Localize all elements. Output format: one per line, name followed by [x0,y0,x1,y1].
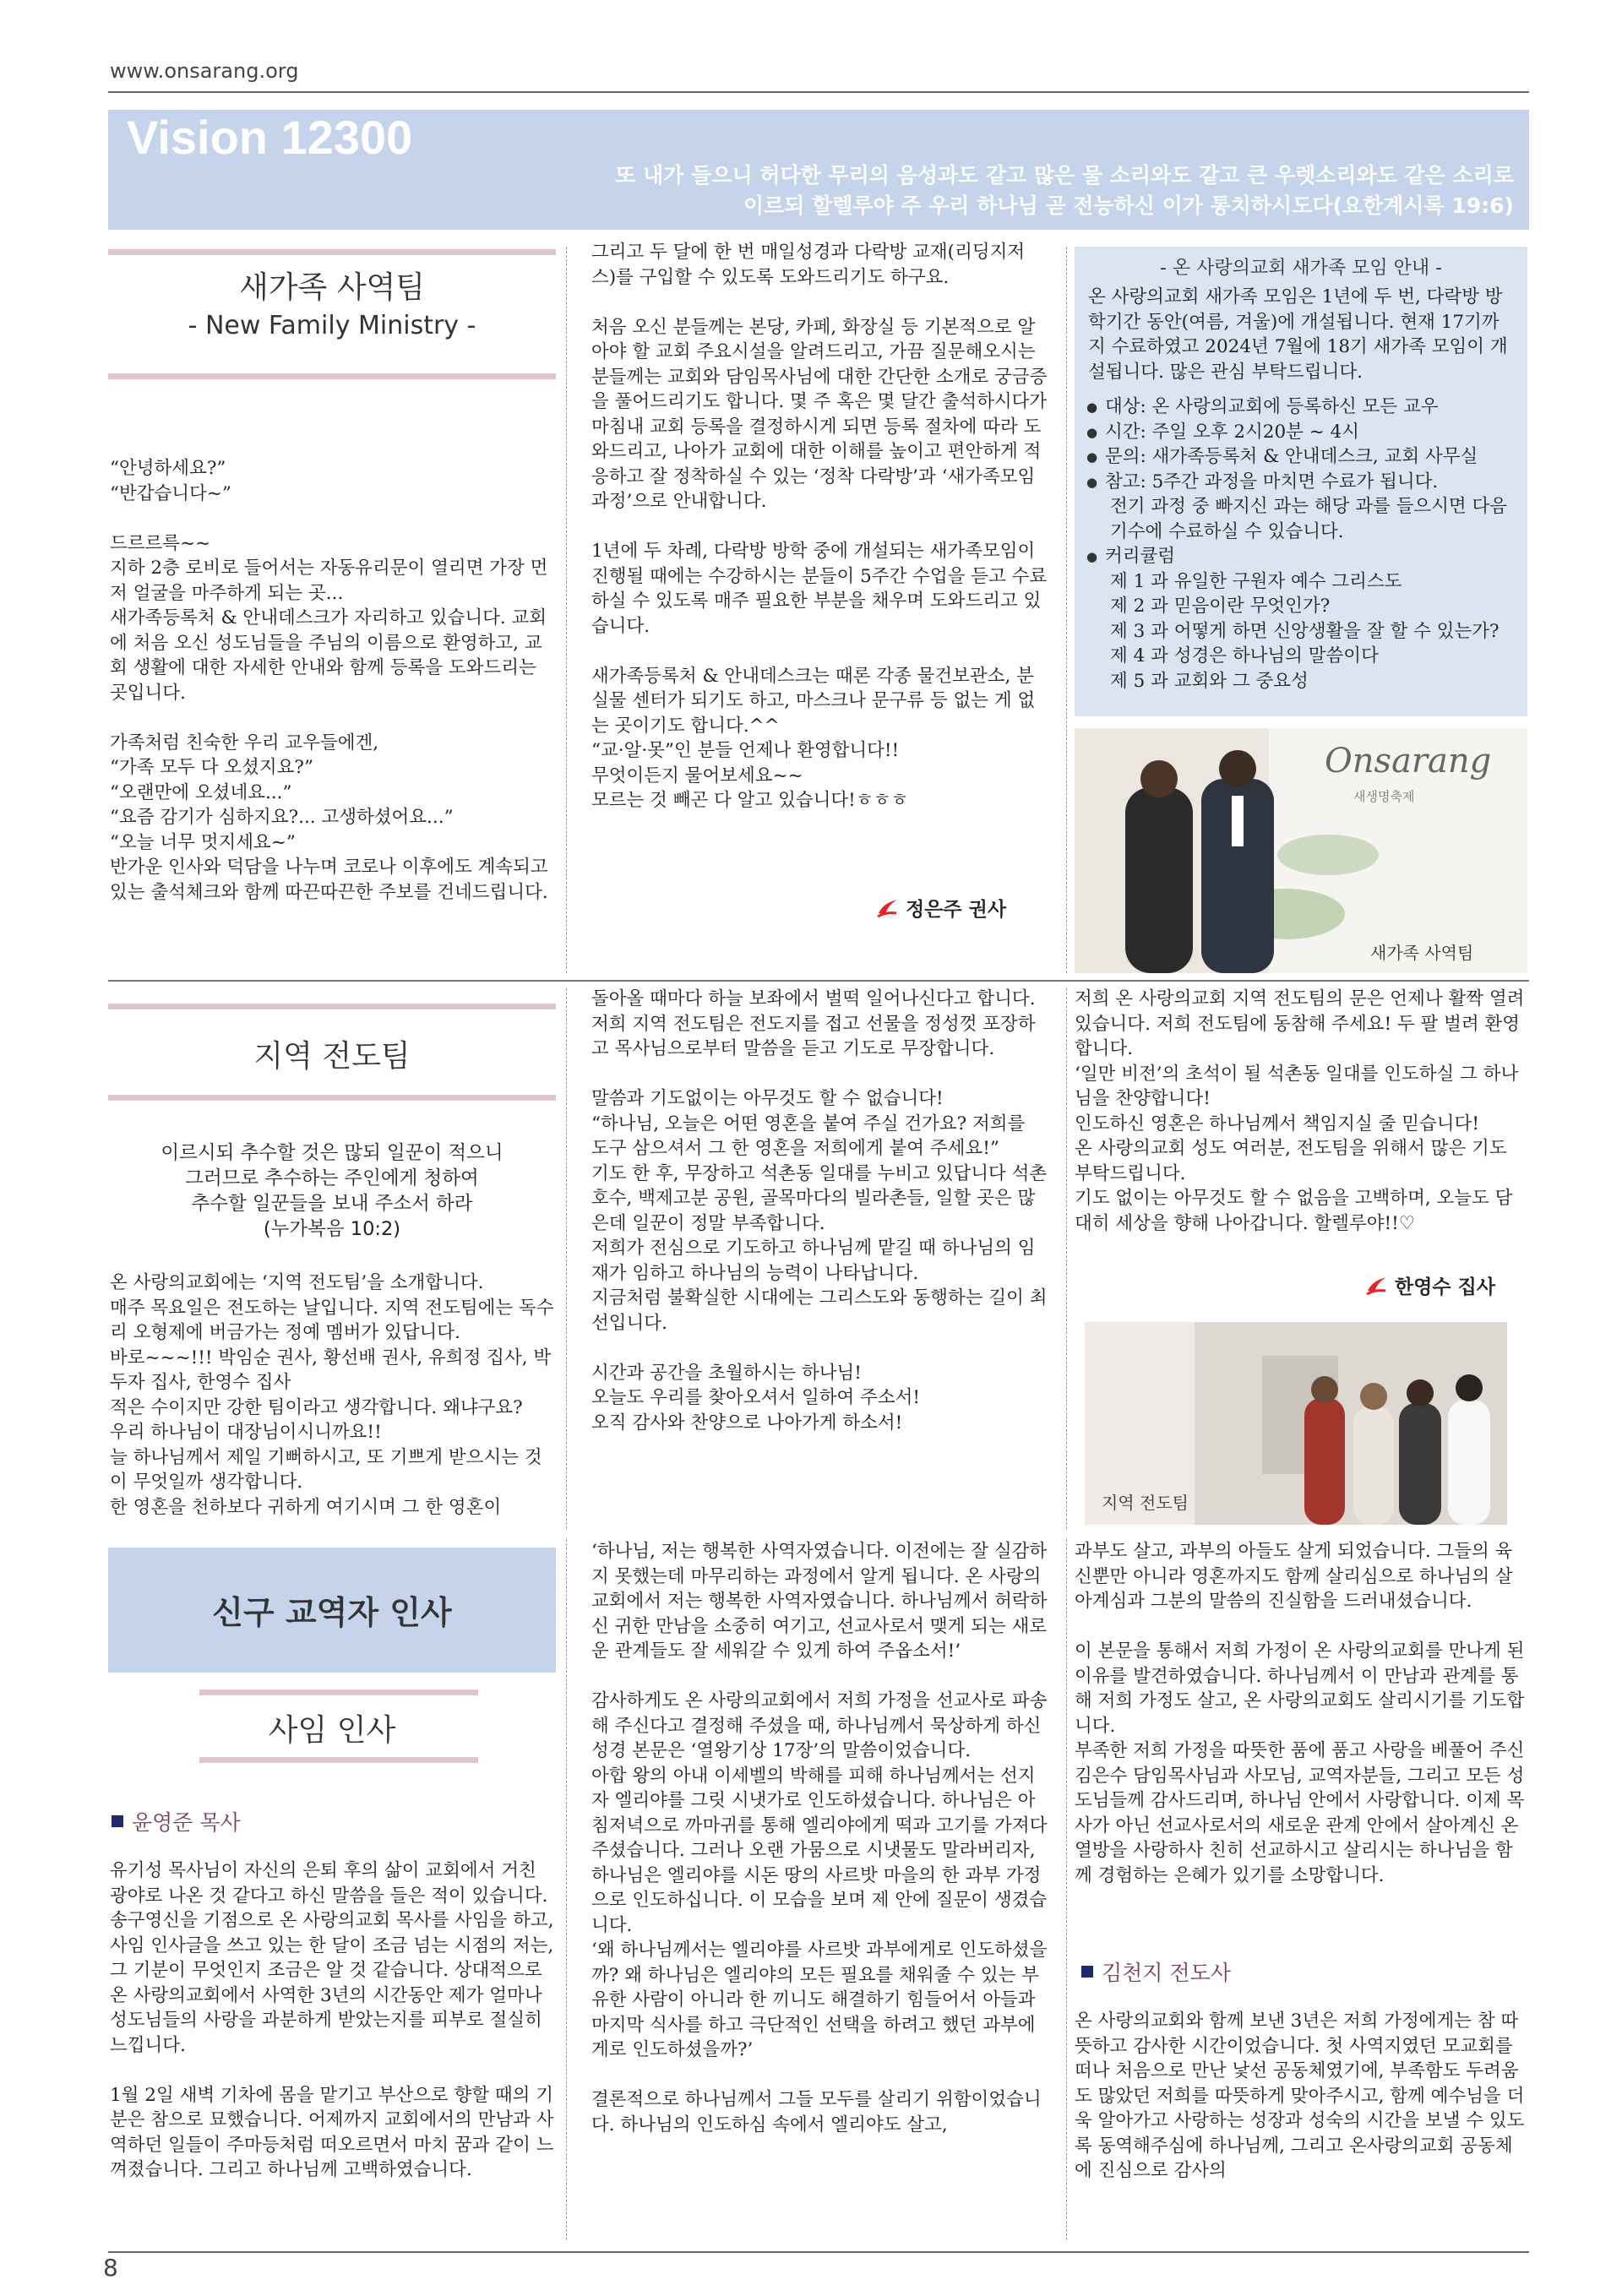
curriculum-item: 제 1 과 유일한 구원자 예수 그리스도 [1110,570,1402,592]
curriculum-item: 제 2 과 믿음이란 무엇인가? [1110,596,1331,617]
pastor-name-1 [112,1806,241,1836]
pastor-col3: 과부도 살고, 과부의 아들도 살게 되었습니다. 그들의 육신뿐만 아니라 영혼까지도 함께 살리심으로 하나님의 살아계심과 그분의 말씀의 진실함을 드러내셨습니다. 이 본문을 통해서 저희 가정이 온 사랑의교회를 만나게 된 이유를 발견하였습니다. 하나님께서 이 만남과 관계를 통해 저희 가정도 살고, 온 사랑의교회도 살리시기를 기도합니다. 부족한 저희 가정을 따뜻한 품에 품고 사랑을 베풀어 주신 김은수 담임목사님과 사모님, 교역자분들, 그리고 모든 성도님들께 감사드리며, 하나님 안에서 사랑합니다. 이제 목사가 아닌 선교사로서의 새로운 관계 안에서 살아계신 온 열방을 사랑하사 친히 선교하시고 살리시는 하나님을 함께 경험하는 은혜가 있기를 소망합니다. [1075,1541,1525,1886]
pastor-col3b: 온 사랑의교회와 함께 보낸 3년은 저희 가정에게는 참 따뜻하고 감사한 시간이었습니다. 첫 사역지였던 모교회를 떠나 처음으로 만난 낯선 공동체였기에, 부족함도 두려움도 많았던 저희를 따뜻하게 맞아주시고, 함께 예수님을 더욱 알아가고 사랑하는 성장과 성숙의 시간을 보낼 수 있도록 동역해주심에 하나님께, 그리고 온사랑의교회 공동체에 진심으로 감사의 [1075,2010,1525,2181]
section-title-bar [199,1689,478,1695]
banner-verse [449,161,1529,221]
bullet-square-icon [112,1815,123,1827]
section-title-bar [108,249,556,255]
info-item: ● 참고: 5주간 과정을 마치면 수료가 됩니다. [1085,470,1519,495]
newfamily-title: 새가족 사역팀 [238,270,426,305]
bullet-square-icon [1081,1966,1093,1978]
info-list [1075,384,1527,694]
author-name: 정은주 권사 [906,899,1007,921]
curriculum-item: 제 4 과 성경은 하나님의 말씀이다 [1110,645,1379,666]
pastor-box-title: 신구 교역자 인사 [212,1594,452,1631]
pastor-col2: ‘하나님, 저는 행복한 사역자였습니다. 이전에는 잘 실감하지 못했는데 마무리하는 과정에서 알게 됩니다. 온 사랑의교회에서 저는 행복한 사역자였습니다. 하나님께서 허락하신 귀한 만남을 소중히 여기고, 선교사로서 맺게 되는 새로운 관계들도 잘 세워갈 수 있게 하여 주옵소서!’ 감사하게도 온 사랑의교회에서 저희 가정을 선교사로 파송해 주신다고 결정해 주셨을 때, 하나님께서 묵상하게 하신 성경 본문은 ‘열왕기상 17장’의 말씀이었습니다. 아합 왕의 아내 이세벨의 박해를 피해 하나님께서는 선지자 엘리야를 그릿 시냇가로 인도하셨습니다. 하나님은 아침저녁으로 까마귀를 통해 엘리야에게 떡과 고기를 가져다주셨습니다. 그러나 오랜 가뭄으로 시냇물도 말라버리자, 하나님은 엘리야를 시돈 땅의 사르밧 마을의 한 과부 가정으로 인도하십니다. 이 모습을 보며 제 안에 질문이 생겼습니다. ‘왜 하나님께서는 엘리야를 사르밧 과부에게로 인도하셨을까? 왜 하나님은 엘리야의 모든 필요를 채워줄 수 있는 부유한 사람이 아니라 한 끼니도 해결하기 힘들어서 아들과 마지막 식사를 하고 극단적인 선택을 하려고 했던 과부에게로 인도하셨을까?’ 결론적으로 하나님께서 그들 모두를 살리기 위함이었습니다. 하나님의 인도하심 속에서 엘리야도 살고, [591,1541,1048,2135]
column-divider [566,247,567,973]
vision-banner [108,110,1529,230]
local-col2: 돌아올 때마다 하늘 보좌에서 벌떡 일어나신다고 합니다. 저희 지역 전도팀은 전도지를 접고 선물을 정성껏 포장하고 목사님으로부터 말씀을 듣고 기도로 무장합니다. 말씀과 기도없이는 아무것도 할 수 없습니다! “하나님, 오늘은 어떤 영혼을 붙여 주실 건가요? 저희를 도구 삼으셔서 그 한 영혼을 저희에게 붙여 주세요!” 기도 한 후, 무장하고 석촌동 일대를 누비고 있답니다 석촌호수, 백제고분 공원, 골목마다의 빌라촌들, 일할 곳은 많은데 일꾼이 정말 부족합니다. 저희가 전심으로 기도하고 하나님께 맡길 때 하나님의 임재가 임하고 하나님의 능력이 나타납니다. 지금처럼 불확실한 시대에는 그리스도와 동행하는 길이 최선입니다. 시간과 공간을 초월하시는 하나님! 오늘도 우리를 찾아오셔서 일하여 주소서! 오직 감사와 찬양으로 나아가게 하소서! [591,988,1048,1434]
author-name: 한영수 집사 [1395,1276,1496,1298]
site-url: www.onsarang.org [110,59,299,83]
pastor-name-label: 윤영준 목사 [132,1810,241,1835]
page-number: 8 [103,2254,118,2282]
info-item: ● 문의: 새가족등록처 & 안내데스크, 교회 사무실 [1085,444,1519,470]
newfamily-info-box [1075,247,1527,716]
info-item: ● 시간: 주일 오후 2시20분 ~ 4시 [1085,420,1519,445]
photo-caption: 새가족 사역팀 [1370,943,1474,963]
local-col3: 저희 온 사랑의교회 지역 전도팀의 문은 언제나 활짝 열려 있습니다. 저희 전도팀에 동참해 주세요! 두 팔 벌려 환영합니다. ‘일만 비전’의 초석이 될 석촌동 일대를 인도하실 그 하나님을 찬양합니다! 인도하신 영혼은 하나님께서 책임지실 줄 믿습니다! 온 사랑의교회 성도 여러분, 전도팀을 위해서 많은 기도 부탁드립니다. 기도 없이는 아무것도 할 수 없음을 고백하며, 오늘도 담대히 세상을 향해 나아갑니다. 할렐루야!!♡ [1075,988,1525,1234]
local-col1: 온 사랑의교회에는 ‘지역 전도팀’을 소개합니다. 매주 목요일은 전도하는 날입니다. 지역 전도팀에는 독수리 오형제에 버금가는 정예 멤버가 있답니다. 바로~~~!!! 박임순 권사, 황선배 권사, 유희정 집사, 박두자 집사, 한영수 집사 적은 수이지만 강한 팀이라고 생각합니다. 왜냐구요? 우리 하나님이 대장님이시니까요!! 늘 하나님께서 제일 기뻐하시고, 또 기쁘게 받으시는 것이 무엇일까 생각합니다. 한 영혼을 천하보다 귀하게 여기시며 그 한 영혼이 [110,1272,554,1518]
section-divider [108,980,1529,982]
column-divider [1066,988,1067,1529]
pastor-name-label: 김천지 전도사 [1102,1961,1231,1985]
photo-caption: 지역 전도팀 [1102,1493,1189,1513]
bottom-divider [108,2251,1529,2253]
newfamily-photo [1075,728,1527,973]
section-title-bar [108,1095,556,1101]
photo-sign: Onsarang [1325,742,1492,781]
local-verse: 이르시되 추수할 것은 많되 일꾼이 적으니 그러므로 추수하는 주인에게 청하여 추수할 일꾼들을 보내 주소서 하라 (누가복음 10:2) [161,1142,503,1240]
info-note: 전기 과정 중 빠지신 과는 해당 과를 들으시면 다음 기수에 수료하실 수 있습니다. [1110,496,1508,542]
section-title-bar [108,1004,556,1009]
pastor-title: 사임 인사 [268,1713,396,1748]
local-title: 지역 전도팀 [253,1039,411,1074]
newfamily-col2: 그리고 두 달에 한 번 매일성경과 다락방 교재(리딩지저스)를 구입할 수 있도록 도와드리기도 하구요. 처음 오신 분들께는 본당, 카페, 화장실 등 기본적으로 알아야 할 교회 주요시설을 알려드리고, 가끔 질문해오시는 분들께는 교회와 담임목사님에 대한 간단한 소개로 궁금증을 풀어드리기도 합니다. 몇 주 혹은 몇 달간 출석하시다가 마침내 교회 등록을 결정하시게 되면 등록 절차에 따라 도와드리고, 나아가 교회에 대한 이해를 높이고 편안하게 적응하고 잘 정착하실 수 있는 ‘정착 다락방’과 ‘새가족모임 과정’으로 안내합니다. 1년에 두 차례, 다락방 방학 중에 개설되는 새가족모임이 진행될 때에는 수강하시는 분들이 5주간 수업을 듣고 수료하실 수 있도록 매주 필요한 부분을 채우며 도와드리고 있습니다. 새가족등록처 & 안내데스크는 때론 각종 물건보관소, 분실물 센터가 되기도 하고, 마스크나 문구류 등 없는 게 없는 곳이기도 합니다.^^ “교·알·못”인 분들 언제나 환영합니다!! 무엇이든지 물어보세요~~ 모르는 것 빼곤 다 알고 있습니다!ㅎㅎㅎ [591,242,1048,811]
pastor-name-2 [1081,1956,1231,1987]
info-curriculum-label: ● 커리큘럼 [1085,544,1519,569]
column-divider [566,1539,567,2240]
banner-verse-line-1: 또 내가 들으니 허다한 무리의 음성과도 같고 많은 물 소리와도 같고 큰 우렛소리와도 같은 소리로 [615,163,1514,188]
newfamily-subtitle: - New Family Ministry - [188,311,476,340]
section-title-bar [108,373,556,379]
newfamily-col1: “안녕하세요?” “반갑습니다~” 드르르륵~~ 지하 2층 로비로 들어서는 자동유리문이 열리면 가장 먼저 얼굴을 마주하게 되는 곳... 새가족등록처 & 안내데스크가 자리하고 있습니다. 교회에 처음 오신 성도님들을 주님의 이름으로 환영하고, 교회 생활에 대한 자세한 안내와 함께 등록을 도와드리는 곳입니다. 가족처럼 친숙한 우리 교우들에겐, “가족 모두 다 오셨지요?” “오랜만에 오셨네요...” “요즘 감기가 심하지요?... 고생하셨어요...” “오늘 너무 멋지세요~” 반가운 인사와 덕담을 나누며 코로나 이후에도 계속되고 있는 출석체크와 함께 따끈따끈한 주보를 건네드립니다. [110,458,548,903]
column-divider [566,988,567,1529]
column-divider [1066,247,1067,973]
pastor-col1: 유기성 목사님이 자신의 은퇴 후의 삶이 교회에서 거친 광야로 나온 것 같다고 하신 말씀을 들은 적이 있습니다. 송구영신을 기점으로 온 사랑의교회 목사를 사임을 하고, 사임 인사글을 쓰고 있는 한 달이 조금 넘는 시점의 저는, 그 기분이 무엇인지 조금은 알 것 같습니다. 상대적으로 온 사랑의교회에서 사역한 3년의 시간동안 제가 얼마나 성도님들의 사랑을 과분하게 받았는지를 피부로 절실히 느낍니다. 1월 2일 새벽 기차에 몸을 맡기고 부산으로 향할 때의 기분은 참으로 묘했습니다. 어제까지 교회에서의 만남과 사역하던 일들이 주마등처럼 떠오르면서 마치 꿈과 같이 느껴졌습니다. 그리고 하나님께 고백하였습니다. [110,1860,554,2180]
local-photo [1085,1322,1507,1525]
info-item: ● 대상: 온 사랑의교회에 등록하신 모든 교우 [1085,394,1519,420]
newfamily-author [875,894,1006,922]
church-logo-icon [875,896,899,920]
pastor-title-box [108,1548,556,1673]
curriculum-item: 제 5 과 교회와 그 중요성 [1110,670,1309,692]
photo-sign-sub: 새생명축제 [1353,789,1415,804]
church-logo-icon [1364,1274,1388,1298]
banner-title: Vision 12300 [127,111,413,164]
banner-verse-line-2: 이르되 할렐루야 주 우리 하나님 곧 전능하신 이가 통치하시도다(요한계시록 19:6) [743,193,1514,218]
top-divider [108,91,1529,93]
local-author [1364,1271,1495,1299]
section-title-bar [199,1757,478,1763]
curriculum-item: 제 3 과 어떻게 하면 신앙생활을 잘 할 수 있는가? [1110,620,1500,642]
column-divider [1066,1539,1067,2240]
info-title: - 온 사랑의교회 새가족 모임 안내 - [1159,258,1443,279]
info-intro: 온 사랑의교회 새가족 모임은 1년에 두 번, 다락방 방학기간 동안(여름, 겨울)에 개설됩니다. 현재 17기까지 수료하였고 2024년 7월에 18기 새가족 모임이 개설됩니다. 많은 관심 부탁드립니다. [1088,286,1508,383]
